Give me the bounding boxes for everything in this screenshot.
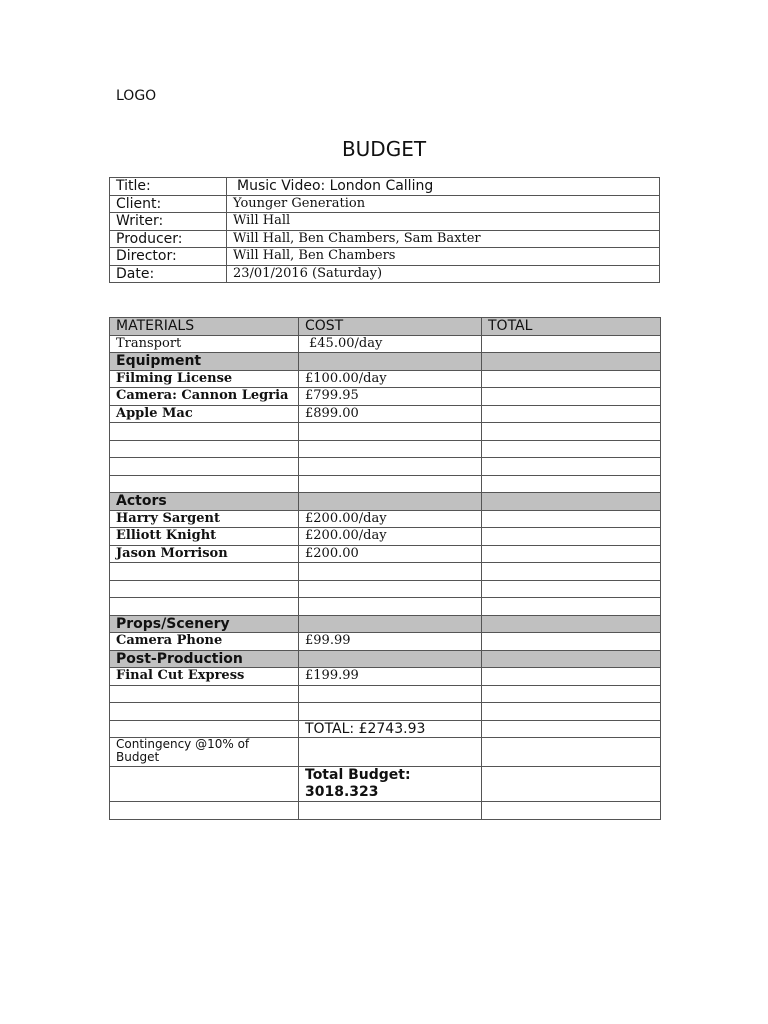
empty-row	[110, 802, 661, 820]
empty-row	[110, 563, 661, 581]
materials-header: MATERIALS	[110, 318, 299, 336]
empty-row	[110, 475, 661, 493]
title-label: Title:	[110, 178, 227, 196]
table-row	[110, 388, 661, 406]
cost-cell: £45.00/day	[299, 335, 482, 353]
section-heading: Props/Scenery	[110, 615, 299, 633]
table-row	[110, 633, 661, 651]
info-row-writer	[110, 213, 660, 231]
total-budget: Total Budget: 3018.323	[299, 767, 482, 802]
logo-placeholder: LOGO	[116, 88, 157, 104]
director-label: Director:	[110, 248, 227, 266]
info-row-producer	[110, 230, 660, 248]
info-row-date	[110, 265, 660, 283]
empty-row	[110, 598, 661, 616]
cost-cell: £99.99	[299, 633, 482, 651]
section-row-equipment	[110, 353, 661, 371]
title-value: Music Video: London Calling	[227, 178, 660, 196]
director-value: Will Hall, Ben Chambers	[227, 248, 660, 266]
empty-row	[110, 685, 661, 703]
total-cell	[482, 633, 661, 651]
item-cell: Jason Morrison	[110, 545, 299, 563]
table-row	[110, 335, 661, 353]
item-cell: Transport	[110, 335, 299, 353]
cost-cell: £799.95	[299, 388, 482, 406]
item-cell: Camera: Cannon Legria	[110, 388, 299, 406]
total-amount: TOTAL: £2743.93	[299, 720, 482, 738]
cost-cell: £200.00/day	[299, 528, 482, 546]
cost-cell: £200.00/day	[299, 510, 482, 528]
info-table	[109, 177, 660, 283]
writer-value: Will Hall	[227, 213, 660, 231]
section-row-props	[110, 615, 661, 633]
table-row	[110, 668, 661, 686]
empty-row	[110, 423, 661, 441]
total-cell	[482, 668, 661, 686]
section-heading: Post-Production	[110, 650, 299, 668]
total-row	[110, 720, 661, 738]
producer-value: Will Hall, Ben Chambers, Sam Baxter	[227, 230, 660, 248]
info-row-title	[110, 178, 660, 196]
total-cell	[482, 528, 661, 546]
info-row-client	[110, 195, 660, 213]
total-cell	[482, 510, 661, 528]
total-cell	[482, 545, 661, 563]
contingency-label: Contingency @10% of Budget	[110, 738, 299, 767]
item-cell: Apple Mac	[110, 405, 299, 423]
cost-cell: £899.00	[299, 405, 482, 423]
cost-cell: £100.00/day	[299, 370, 482, 388]
cost-header: COST	[299, 318, 482, 336]
total-cell	[482, 335, 661, 353]
table-row	[110, 510, 661, 528]
writer-label: Writer:	[110, 213, 227, 231]
info-row-director	[110, 248, 660, 266]
date-value: 23/01/2016 (Saturday)	[227, 265, 660, 283]
item-cell: Elliott Knight	[110, 528, 299, 546]
producer-label: Producer:	[110, 230, 227, 248]
cost-cell: £199.99	[299, 668, 482, 686]
budget-table	[109, 317, 661, 820]
client-label: Client:	[110, 195, 227, 213]
page-title: BUDGET	[341, 137, 427, 161]
table-row	[110, 545, 661, 563]
total-cell	[482, 370, 661, 388]
table-row	[110, 405, 661, 423]
cost-cell: £200.00	[299, 545, 482, 563]
budget-header-row	[110, 318, 661, 336]
item-cell: Filming License	[110, 370, 299, 388]
section-row-post-production	[110, 650, 661, 668]
empty-row	[110, 458, 661, 476]
empty-row	[110, 703, 661, 721]
item-cell: Final Cut Express	[110, 668, 299, 686]
empty-row	[110, 580, 661, 598]
date-label: Date:	[110, 265, 227, 283]
item-cell: Harry Sargent	[110, 510, 299, 528]
section-row-actors	[110, 493, 661, 511]
table-row	[110, 370, 661, 388]
total-budget-row	[110, 767, 661, 802]
item-cell: Camera Phone	[110, 633, 299, 651]
section-heading: Equipment	[110, 353, 299, 371]
total-cell	[482, 405, 661, 423]
total-cell	[482, 388, 661, 406]
total-header: TOTAL	[482, 318, 661, 336]
empty-row	[110, 440, 661, 458]
table-row	[110, 528, 661, 546]
client-value: Younger Generation	[227, 195, 660, 213]
contingency-row	[110, 738, 661, 767]
section-heading: Actors	[110, 493, 299, 511]
